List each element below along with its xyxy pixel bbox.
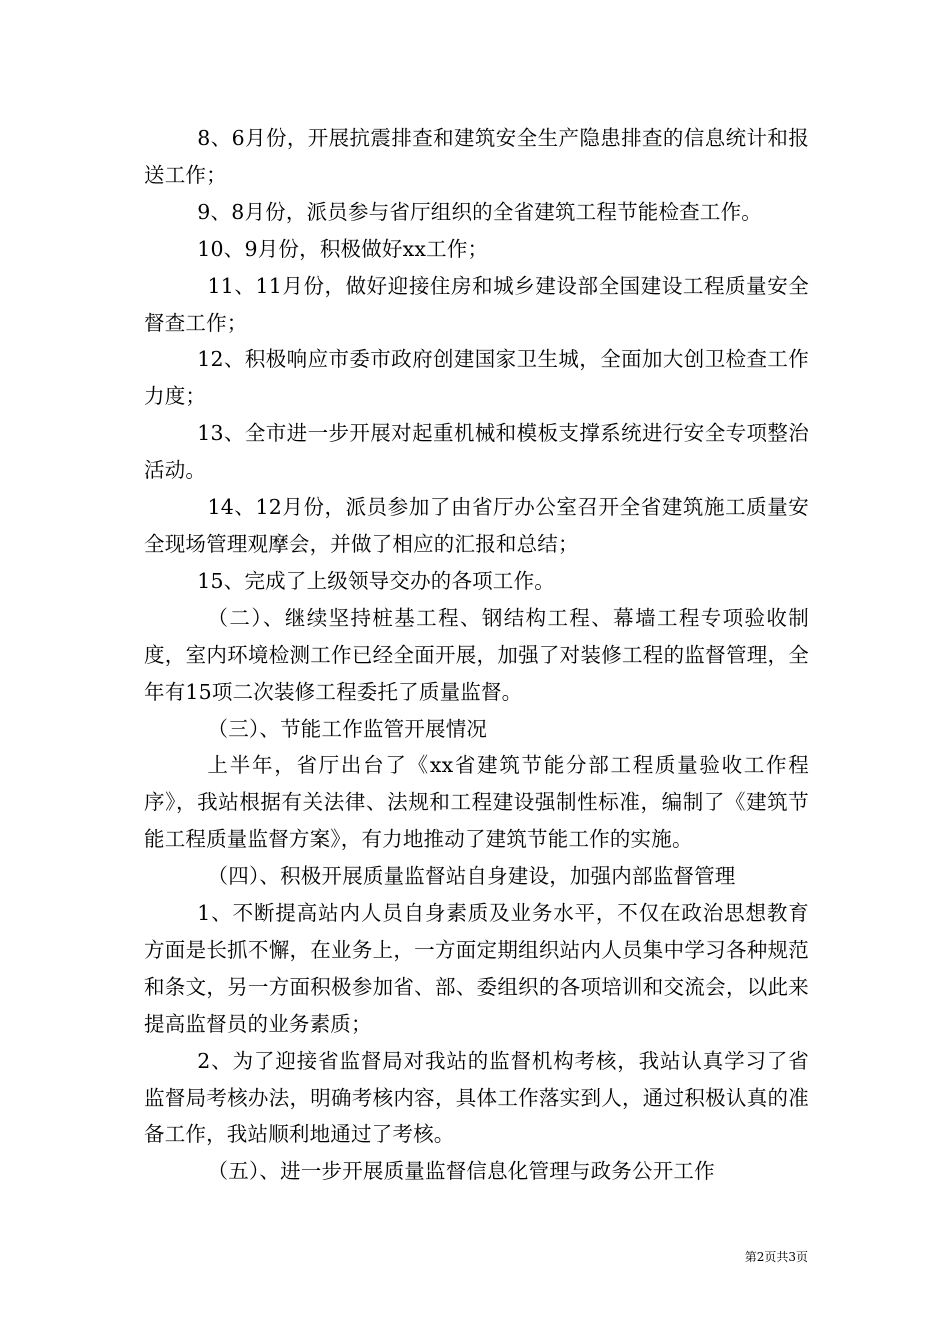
section-three-paragraph: 上半年，省厅出台了《xx省建筑节能分部工程质量验收工作程序》，我站根据有关法律、法规和工程建设强制性标准，编制了《建筑节能工程质量监督方案》，有力地推动了建筑节能工作的实施。 — [144, 753, 809, 852]
section-two-paragraph: （二）、继续坚持桩基工程、钢结构工程、幕墙工程专项验收制度，室内环境检测工作已经全面开展，加强了对装修工程的监督管理，全年有15项二次装修工程委托了质量监督。 — [144, 605, 809, 704]
section-four-item-1: 1、不断提高站内人员自身素质及业务水平，不仅在政治思想教育方面是长抓不懈，在业务上，一方面定期组织站内人员集中学习各种规范和条文，另一方面积极参加省、部、委组织的各项培训和交流会，以此来提高监督员的业务素质； — [144, 901, 809, 1036]
paragraph-item-11: 11、11月份，做好迎接住房和城乡建设部全国建设工程质量安全督查工作； — [144, 273, 809, 335]
paragraph-item-10: 10、9月份，积极做好xx工作； — [197, 236, 489, 261]
section-four-heading: （四）、积极开展质量监督站自身建设，加强内部监督管理 — [207, 864, 736, 889]
section-three-heading: （三）、节能工作监管开展情况 — [207, 716, 488, 741]
paragraph-item-14: 14、12月份，派员参加了由省厅办公室召开全省建筑施工质量安全现场管理观摩会，并做了相应的汇报和总结； — [144, 495, 809, 556]
paragraph-item-8: 8、6月份，开展抗震排查和建筑安全生产隐患排查的信息统计和报送工作； — [144, 126, 809, 187]
paragraph-item-13: 13、全市进一步开展对起重机械和模板支撑系统进行安全专项整治活动。 — [144, 421, 809, 483]
document-body — [144, 120, 809, 1190]
section-four-item-2: 2、为了迎接省监督局对我站的监督机构考核，我站认真学习了省监督局考核办法，明确考核内容，具体工作落实到人，通过积极认真的准备工作，我站顺利地通过了考核。 — [144, 1048, 809, 1147]
page-number-footer: 第2页共3页 — [744, 1250, 808, 1264]
paragraph-item-12: 12、积极响应市委市政府创建国家卫生城，全面加大创卫检查工作力度； — [144, 347, 809, 409]
section-five-heading: （五）、进一步开展质量监督信息化管理与政务公开工作 — [207, 1159, 715, 1184]
paragraph-item-15: 15、完成了上级领导交办的各项工作。 — [197, 568, 555, 593]
paragraph-item-9: 9、8月份，派员参与省厅组织的全省建筑工程节能检查工作。 — [197, 199, 762, 224]
